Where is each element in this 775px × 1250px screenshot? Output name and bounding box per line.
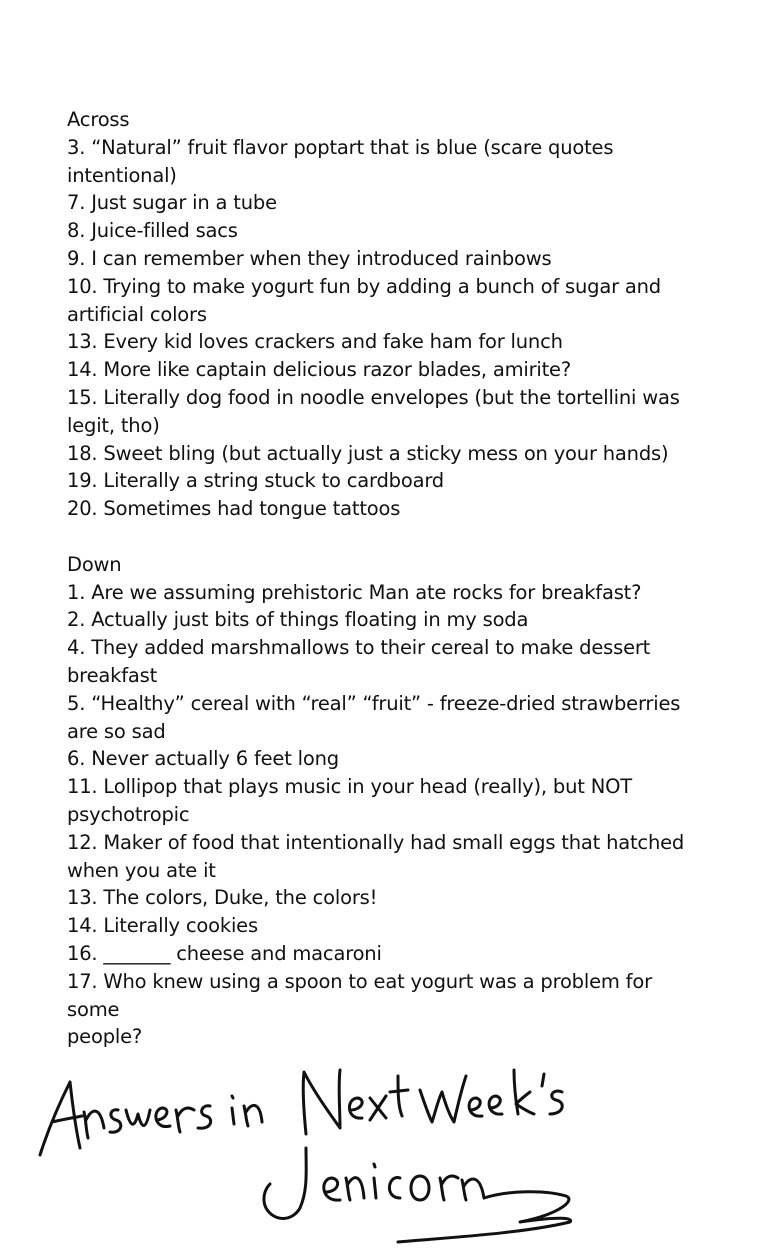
down-clue-line: people? <box>67 1025 143 1049</box>
signature-stroke <box>370 1096 386 1120</box>
crossword-clues <box>67 106 707 1051</box>
down-clue-line: 6. Never actually 6 feet long <box>67 747 339 771</box>
across-heading: Across <box>67 108 130 131</box>
across-clue-line: 9. I can remember when they introduced rainbows <box>67 246 552 270</box>
down-clue-line: 4. They added marshmallows to their cereal to make dessert <box>67 636 651 660</box>
signature-stroke <box>389 1178 400 1198</box>
signature-stroke <box>411 1176 429 1200</box>
across-clue-line: 7. Just sugar in a tube <box>67 191 277 215</box>
across-clue-line: legit, tho) <box>67 413 160 437</box>
down-clue-line: when you ate it <box>67 858 216 882</box>
signature-stroke <box>489 1096 502 1114</box>
down-clue-line: 5. “Healthy” cereal with “real” “fruit” - freeze-dried strawberries <box>67 691 681 715</box>
signature-stroke <box>324 1178 340 1200</box>
across-clue-line: 8. Juice-filled sacs <box>67 219 238 243</box>
down-clue-line: 11. Lollipop that plays music in your head (really), but NOT <box>67 775 632 799</box>
across-clue-line: artificial colors <box>67 302 207 326</box>
down-clue-line: 17. Who knew using a spoon to eat yogurt was a problem for some <box>67 969 658 1021</box>
signature-stroke <box>303 1070 340 1134</box>
down-clue-line: 1. Are we assuming prehistoric Man ate rocks for breakfast? <box>67 580 642 604</box>
across-clue-line: intentional) <box>67 163 177 187</box>
signature-stroke <box>156 1108 170 1127</box>
signature-stroke <box>374 1164 376 1198</box>
signature-stroke <box>198 1106 211 1128</box>
down-clue-line: 16. _______ cheese and macaroni <box>67 941 382 965</box>
signature-stroke <box>176 1108 194 1132</box>
signature-stroke <box>469 1098 482 1116</box>
across-clue-line: 20. Sometimes had tongue tattoos <box>67 497 401 521</box>
down-clue-line: 13. The colors, Duke, the colors! <box>67 886 378 910</box>
signature-stroke <box>349 1098 362 1118</box>
across-clue-line: 10. Trying to make yogurt fun by adding a bunch of sugar and <box>67 274 661 298</box>
across-clue-line: 18. Sweet bling (but actually just a sticky mess on your hands) <box>67 441 669 465</box>
signature-stroke <box>346 1178 364 1200</box>
signature-stroke <box>244 1105 262 1126</box>
signature-stroke <box>440 1176 458 1200</box>
signature-stroke <box>514 1070 534 1114</box>
across-clue-line: 13. Every kid loves crackers and fake ham for lunch <box>67 330 563 354</box>
across-clue-list <box>67 134 707 523</box>
across-clue-line: 14. More like captain delicious razor blades, amirite? <box>67 358 572 382</box>
down-clue-line: psychotropic <box>67 802 190 826</box>
handwritten-signature <box>0 1030 775 1250</box>
signature-stroke <box>542 1074 544 1086</box>
signature-stroke <box>232 1096 234 1124</box>
down-clue-line: 12. Maker of food that intentionally had small eggs that hatched <box>67 830 685 854</box>
signature-stroke <box>420 1076 466 1122</box>
signature-stroke <box>264 1148 306 1219</box>
section-spacer <box>67 523 707 551</box>
signature-stroke <box>84 1111 104 1138</box>
across-clue-line: 15. Literally dog food in noodle envelopes (but the tortellini was <box>67 385 680 409</box>
down-clue-line: 2. Actually just bits of things floating in my soda <box>67 608 529 632</box>
signature-stroke <box>52 1116 82 1122</box>
signature-stroke <box>550 1091 562 1114</box>
down-heading: Down <box>67 552 122 576</box>
across-clue-line: 3. “Natural” fruit flavor poptart that is blue (scare quotes <box>67 135 614 159</box>
down-clue-line: breakfast <box>67 663 158 687</box>
across-clue-line: 19. Literally a string stuck to cardboard <box>67 469 444 493</box>
down-clue-line: 14. Literally cookies <box>67 914 258 938</box>
signature-stroke <box>126 1110 150 1126</box>
signature-stroke <box>110 1110 121 1132</box>
down-clue-list <box>67 579 707 1052</box>
down-clue-line: are so sad <box>67 719 166 743</box>
signature-stroke <box>462 1179 484 1200</box>
signature-stroke <box>390 1076 408 1116</box>
